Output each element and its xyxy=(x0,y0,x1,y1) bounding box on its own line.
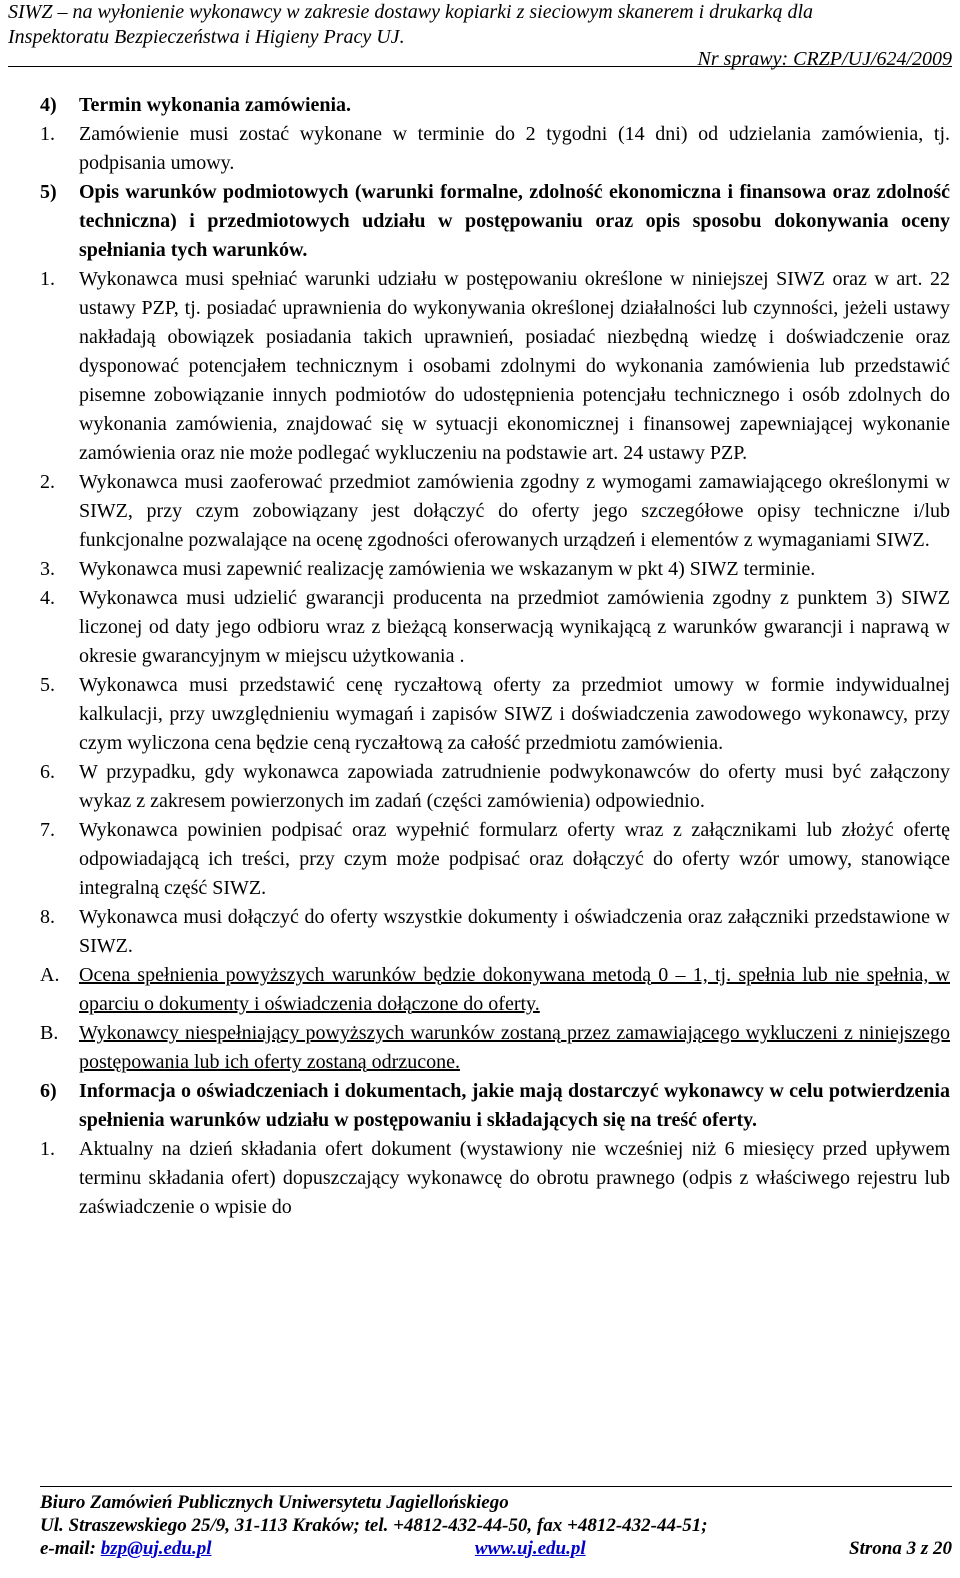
footer-contact-line xyxy=(40,1537,952,1560)
item-text: W przypadku, gdy wykonawca zapowiada zatrudnienie podwykonawców do oferty musi być załączony wykaz z zakresem powierzonych im zadań (części zamówienia) odpowiednio. xyxy=(79,761,950,812)
email-link[interactable]: bzp@uj.edu.pl xyxy=(100,1538,212,1559)
item-number: 1. xyxy=(40,123,55,145)
item-text: Wykonawca musi spełniać warunki udziału w postępowaniu określone w niniejszej SIWZ oraz w art. 22 ustawy PZP, tj. posiadać uprawnienia do wykonywania określonej działalności lub czynności, jeżeli ustawy nakładają obowiązek posiadania takich uprawnień, posiadać niezbędną wiedzę i doświadczenie oraz dysponować potencjałem technicznym i osobami zdolnymi do wykonania zamówienia lub przedstawić pisemne zobowiązanie innych podmiotów do udostępnienia potencjału technicznego i osób zdolnych do wykonania zamówienia, znajdować się w sytuacji ekonomicznej i finansowej zapewniającej wykonanie zamówienia oraz nie może podlegać wykluczeniu na podstawie art. 24 ustawy PZP. xyxy=(79,268,950,464)
item-text: Termin wykonania zamówienia. xyxy=(79,94,352,116)
item-number: 6) xyxy=(40,1080,57,1102)
document-body xyxy=(40,91,950,1222)
item-text: Wykonawca musi zapewnić realizację zamówienia we wskazanym w pkt 4) SIWZ terminie. xyxy=(79,558,816,580)
item-text: Wykonawca musi dołączyć do oferty wszystkie dokumenty i oświadczenia oraz załączniki przedstawione w SIWZ. xyxy=(79,906,950,957)
item-number: 5. xyxy=(40,674,55,696)
footer-address: Ul. Straszewskiego 25/9, 31-113 Kraków; tel. +4812-432-44-50, fax +4812-432-44-51; xyxy=(40,1515,708,1536)
item-number: 4) xyxy=(40,94,57,116)
item-number: 3. xyxy=(40,558,55,580)
item-number: A. xyxy=(40,964,60,986)
list-item xyxy=(40,671,950,758)
item-number: 4. xyxy=(40,587,55,609)
section-heading xyxy=(40,1077,950,1135)
footer-org: Biuro Zamówień Publicznych Uniwersytetu Jagiellońskiego xyxy=(40,1492,509,1513)
item-text: Wykonawca musi zaoferować przedmiot zamówienia zgodny z wymogami zamawiającego określonymi w SIWZ, przy czym zobowiązany jest dołączyć do oferty jego szczegółowe opisy techniczne i/lub funkcjonalne pozwalające na ocenę zgodności oferowanych urządzeń i elementów z wymaganiami SIWZ. xyxy=(79,471,950,551)
page-footer xyxy=(40,1486,952,1560)
item-text: Ocena spełnienia powyższych warunków będzie dokonywana metodą 0 – 1, tj. spełnia lub nie spełnia, w oparciu o dokumenty i oświadczenia dołączone do oferty. xyxy=(79,964,950,1015)
item-text: Wykonawca musi udzielić gwarancji producenta na przedmiot zamówienia zgodny z punktem 3) SIWZ liczonej od daty jego odbioru wraz z bieżącą konserwacją wynikającą z warunków gwarancji i naprawą w okresie gwarancyjnym w miejscu użytkowania . xyxy=(79,587,950,667)
item-text: Aktualny na dzień składania ofert dokument (wystawiony nie wcześniej niż 6 miesięcy przed upływem terminu składania ofert) dopuszczający wykonawcę do obrotu prawnego (odpis z właściwego rejestru lub zaświadczenie o wpisie do xyxy=(79,1138,950,1218)
header-title-line1: SIWZ – na wyłonienie wykonawcy w zakresie dostawy kopiarki z sieciowym skanerem i drukarką dla xyxy=(8,1,814,23)
header-line2 xyxy=(8,25,952,72)
list-item xyxy=(40,1135,950,1222)
page-header xyxy=(8,0,952,74)
item-text: Wykonawcy niespełniający powyższych warunków zostaną przez zamawiającego wykluczeni z niniejszego postępowania lub ich oferty zostaną odrzucone. xyxy=(79,1022,950,1073)
item-number: 5) xyxy=(40,181,57,203)
footer-email-label: e-mail: xyxy=(40,1538,101,1559)
header-rule xyxy=(8,66,952,67)
header-title-line2: Inspektoratu Bezpieczeństwa i Higieny Pracy UJ. xyxy=(8,26,405,48)
website-link[interactable]: www.uj.edu.pl xyxy=(474,1538,586,1559)
item-text: Zamówienie musi zostać wykonane w terminie do 2 tygodni (14 dni) od udzielania zamówienia, tj. podpisania umowy. xyxy=(79,123,950,174)
item-number: 6. xyxy=(40,761,55,783)
item-number: 1. xyxy=(40,1138,55,1160)
footer-email-block xyxy=(40,1537,212,1560)
footer-rule xyxy=(40,1486,952,1487)
list-item xyxy=(40,468,950,555)
page-number: Strona 3 z 20 xyxy=(849,1538,952,1559)
list-item xyxy=(40,120,950,178)
case-number: Nr sprawy: CRZP/UJ/624/2009 xyxy=(697,48,952,70)
item-text: Opis warunków podmiotowych (warunki formalne, zdolność ekonomiczna i finansowa oraz zdolność techniczna) i przedmiotowych udziału w postępowaniu oraz opis sposobu dokonywania oceny spełniania tych warunków. xyxy=(79,181,950,261)
list-item xyxy=(40,584,950,671)
item-number: 7. xyxy=(40,819,55,841)
item-text: Wykonawca musi przedstawić cenę ryczałtową oferty za przedmiot umowy w formie indywidualnej kalkulacji, przy uwzględnieniu wymagań i zapisów SIWZ i doświadczenia zawodowego wykonawcy, przy czym wyliczona cena będzie ceną ryczałtową za całość przedmiotu zamówienia. xyxy=(79,674,950,754)
list-item xyxy=(40,961,950,1019)
list-item xyxy=(40,555,950,584)
section-heading xyxy=(40,91,950,120)
list-item xyxy=(40,816,950,903)
item-number: 1. xyxy=(40,268,55,290)
list-item xyxy=(40,265,950,468)
list-item xyxy=(40,758,950,816)
item-number: 2. xyxy=(40,471,55,493)
item-text: Wykonawca powinien podpisać oraz wypełnić formularz oferty wraz z załącznikami lub złożyć ofertę odpowiadającą ich treści, przy czym może podpisać oraz dołączyć do oferty wzór umowy, stanowiące integralną część SIWZ. xyxy=(79,819,950,899)
item-number: B. xyxy=(40,1022,59,1044)
section-heading xyxy=(40,178,950,265)
item-number: 8. xyxy=(40,906,55,928)
item-text: Informacja o oświadczeniach i dokumentach, jakie mają dostarczyć wykonawcy w celu potwierdzenia spełnienia warunków udziału w postępowaniu i składających się na treść oferty. xyxy=(79,1080,950,1131)
list-item xyxy=(40,1019,950,1077)
list-item xyxy=(40,903,950,961)
